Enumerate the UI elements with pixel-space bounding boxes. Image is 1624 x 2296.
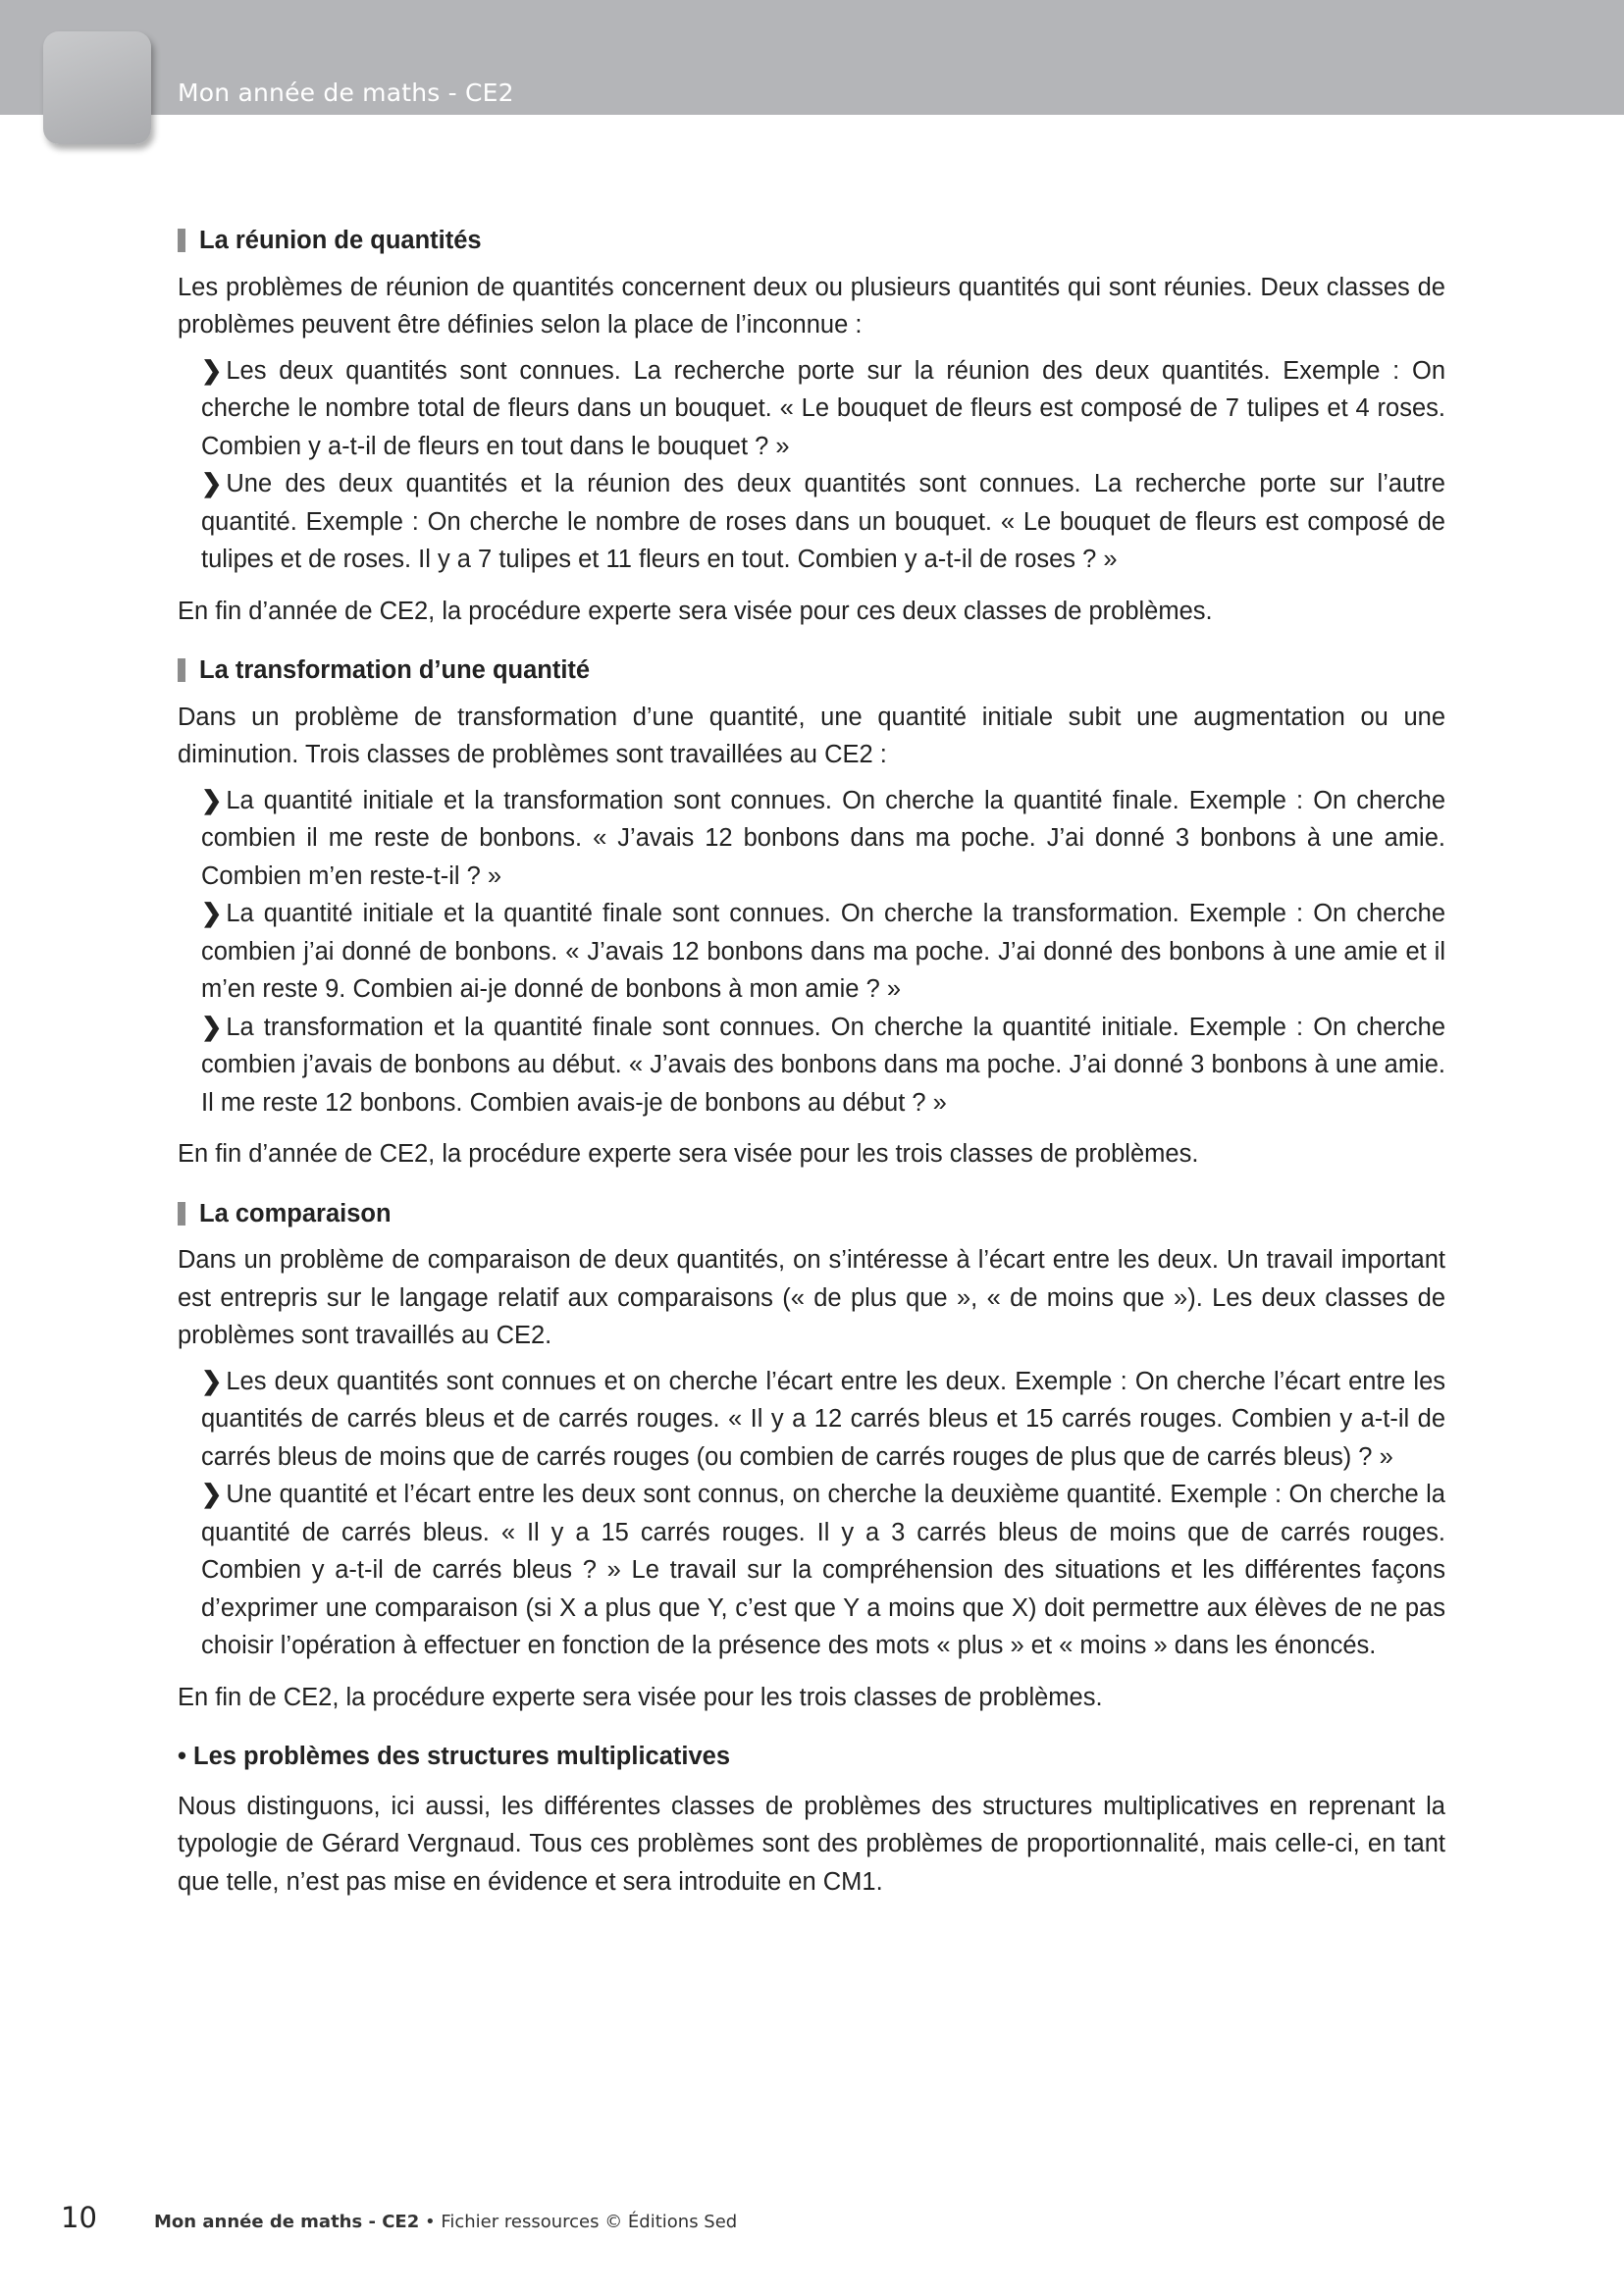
- bullet-item: [201, 465, 1445, 579]
- bullet-list: [201, 352, 1445, 579]
- chevron-right-icon: ❯: [201, 356, 223, 385]
- bullet-text: Les deux quantités sont connues. La recherche porte sur la réunion des deux quantités. Exemple : On cherche le nombre total de fleurs dans un bouquet. « Le bouquet de fleurs est composé de 7 tulipes et 4 roses. Combien y a-t-il de fleurs en tout dans le bouquet ? »: [201, 356, 1445, 460]
- bullet-list: [201, 1363, 1445, 1665]
- bullet-item: [201, 1476, 1445, 1665]
- bullet-text: Une quantité et l’écart entre les deux sont connus, on cherche la deuxième quantité. Exemple : On cherche la quantité de carrés bleus. « Il y a 15 carrés rouges. Il y a 3 carrés bleus de moins que de carrés rouges. Combien y a-t-il de carrés bleus ? » Le travail sur la compréhension des situations et les différentes façons d’exprimer une comparaison (si X a plus que Y, c’est que Y a moins que X) doit permettre aux élèves de ne pas choisir l’opération à effectuer en fonction de la présence des mots « plus » et « moins » dans les énoncés.: [201, 1481, 1445, 1659]
- heading-marker-icon: [178, 229, 185, 252]
- section-heading-text: La comparaison: [199, 1199, 392, 1227]
- page-footer: [61, 2201, 1533, 2240]
- header-tab-decoration: [43, 31, 151, 144]
- section-heading-reunion: [178, 222, 1445, 260]
- bullet-item: [201, 1009, 1445, 1122]
- section-conclusion: En fin de CE2, la procédure experte sera visée pour les trois classes de problèmes.: [178, 1683, 1103, 1711]
- section-heading-text: La transformation d’une quantité: [199, 656, 591, 684]
- section-intro: Dans un problème de transformation d’une quantité, une quantité initiale subit une augmentation ou une diminution. Trois classes de problèmes sont travaillées au CE2 :: [178, 703, 1445, 768]
- section-conclusion: En fin d’année de CE2, la procédure experte sera visée pour les trois classes de problèmes.: [178, 1140, 1199, 1168]
- footer-subtitle: Fichier ressources © Éditions Sed: [441, 2212, 738, 2232]
- section-intro: Dans un problème de comparaison de deux quantités, on s’intéresse à l’écart entre les deux. Un travail important est entrepris sur le langage relatif aux comparaisons (« de plus que », « de moins que »). Les deux classes de problèmes sont travaillés au CE2.: [178, 1246, 1445, 1349]
- bullet-text: Les deux quantités sont connues et on cherche l’écart entre les deux. Exemple : On cherche l’écart entre les quantités de carrés bleus et de carrés rouges. « Il y a 12 carrés bleus et 15 carrés rouges. Combien y a-t-il de carrés bleus de moins que de carrés rouges (ou combien de carrés rouges de plus que de carrés bleus) ? »: [201, 1367, 1445, 1471]
- heading-marker-icon: [178, 658, 185, 682]
- chevron-right-icon: ❯: [201, 1481, 223, 1508]
- chevron-right-icon: ❯: [201, 900, 223, 927]
- section-heading-multiplicatives: • Les problèmes des structures multiplicatives: [178, 1743, 731, 1770]
- bullet-text: La quantité initiale et la quantité finale sont connues. On cherche la transformation. Exemple : On cherche combien j’ai donné de bonbons. « J’avais 12 bonbons dans ma poche. J’ai donné des bonbons à une amie et il m’en reste 9. Combien ai-je donné de bonbons à mon amie ? »: [201, 900, 1445, 1003]
- chevron-right-icon: ❯: [201, 786, 223, 814]
- section-body: Nous distinguons, ici aussi, les différentes classes de problèmes des structures multiplicatives en reprenant la typologie de Gérard Vergnaud. Tous ces problèmes sont des problèmes de proportionnalité, mais celle-ci, en tant que telle, n’est pas mise en évidence et sera introduite en CM1.: [178, 1792, 1445, 1896]
- section-intro: Les problèmes de réunion de quantités concernent deux ou plusieurs quantités qui sont réunies. Deux classes de problèmes peuvent être définies selon la place de l’inconnue :: [178, 273, 1445, 339]
- bullet-text: Une des deux quantités et la réunion des deux quantités sont connues. La recherche porte sur l’autre quantité. Exemple : On cherche le nombre de roses dans un bouquet. « Le bouquet de fleurs est composé de tulipes et de roses. Il y a 7 tulipes et 11 fleurs en tout. Combien y a-t-il de roses ? »: [201, 470, 1445, 573]
- page-number: 10: [61, 2201, 97, 2234]
- chevron-right-icon: ❯: [201, 470, 223, 497]
- bullet-text: La transformation et la quantité finale sont connues. On cherche la quantité initiale. Exemple : On cherche combien j’avais de bonbons au début. « J’avais des bonbons dans ma poche. J’ai donné 3 bonbons à une amie. Il me reste 12 bonbons. Combien avais-je de bonbons au début ? »: [201, 1013, 1445, 1117]
- heading-marker-icon: [178, 1202, 185, 1226]
- main-content: [178, 222, 1445, 1901]
- footer-text: [154, 2212, 737, 2232]
- header-title: Mon année de maths - CE2: [178, 78, 514, 107]
- bullet-list: [201, 782, 1445, 1122]
- bullet-item: [201, 782, 1445, 896]
- bullet-text: La quantité initiale et la transformation sont connues. On cherche la quantité finale. Exemple : On cherche combien il me reste de bonbons. « J’avais 12 bonbons dans ma poche. J’ai donné 3 bonbons à une amie. Combien m’en reste-t-il ? »: [201, 786, 1445, 890]
- section-conclusion: En fin d’année de CE2, la procédure experte sera visée pour ces deux classes de problèmes.: [178, 597, 1213, 625]
- bullet-item: [201, 352, 1445, 466]
- footer-book-title: Mon année de maths - CE2: [154, 2212, 420, 2232]
- footer-separator: •: [419, 2212, 442, 2232]
- section-heading-comparaison: [178, 1195, 1445, 1233]
- chevron-right-icon: ❯: [201, 1013, 223, 1041]
- chevron-right-icon: ❯: [201, 1367, 223, 1395]
- bullet-item: [201, 1363, 1445, 1477]
- section-heading-transformation: [178, 652, 1445, 690]
- section-heading-text: La réunion de quantités: [199, 227, 482, 254]
- bullet-item: [201, 895, 1445, 1009]
